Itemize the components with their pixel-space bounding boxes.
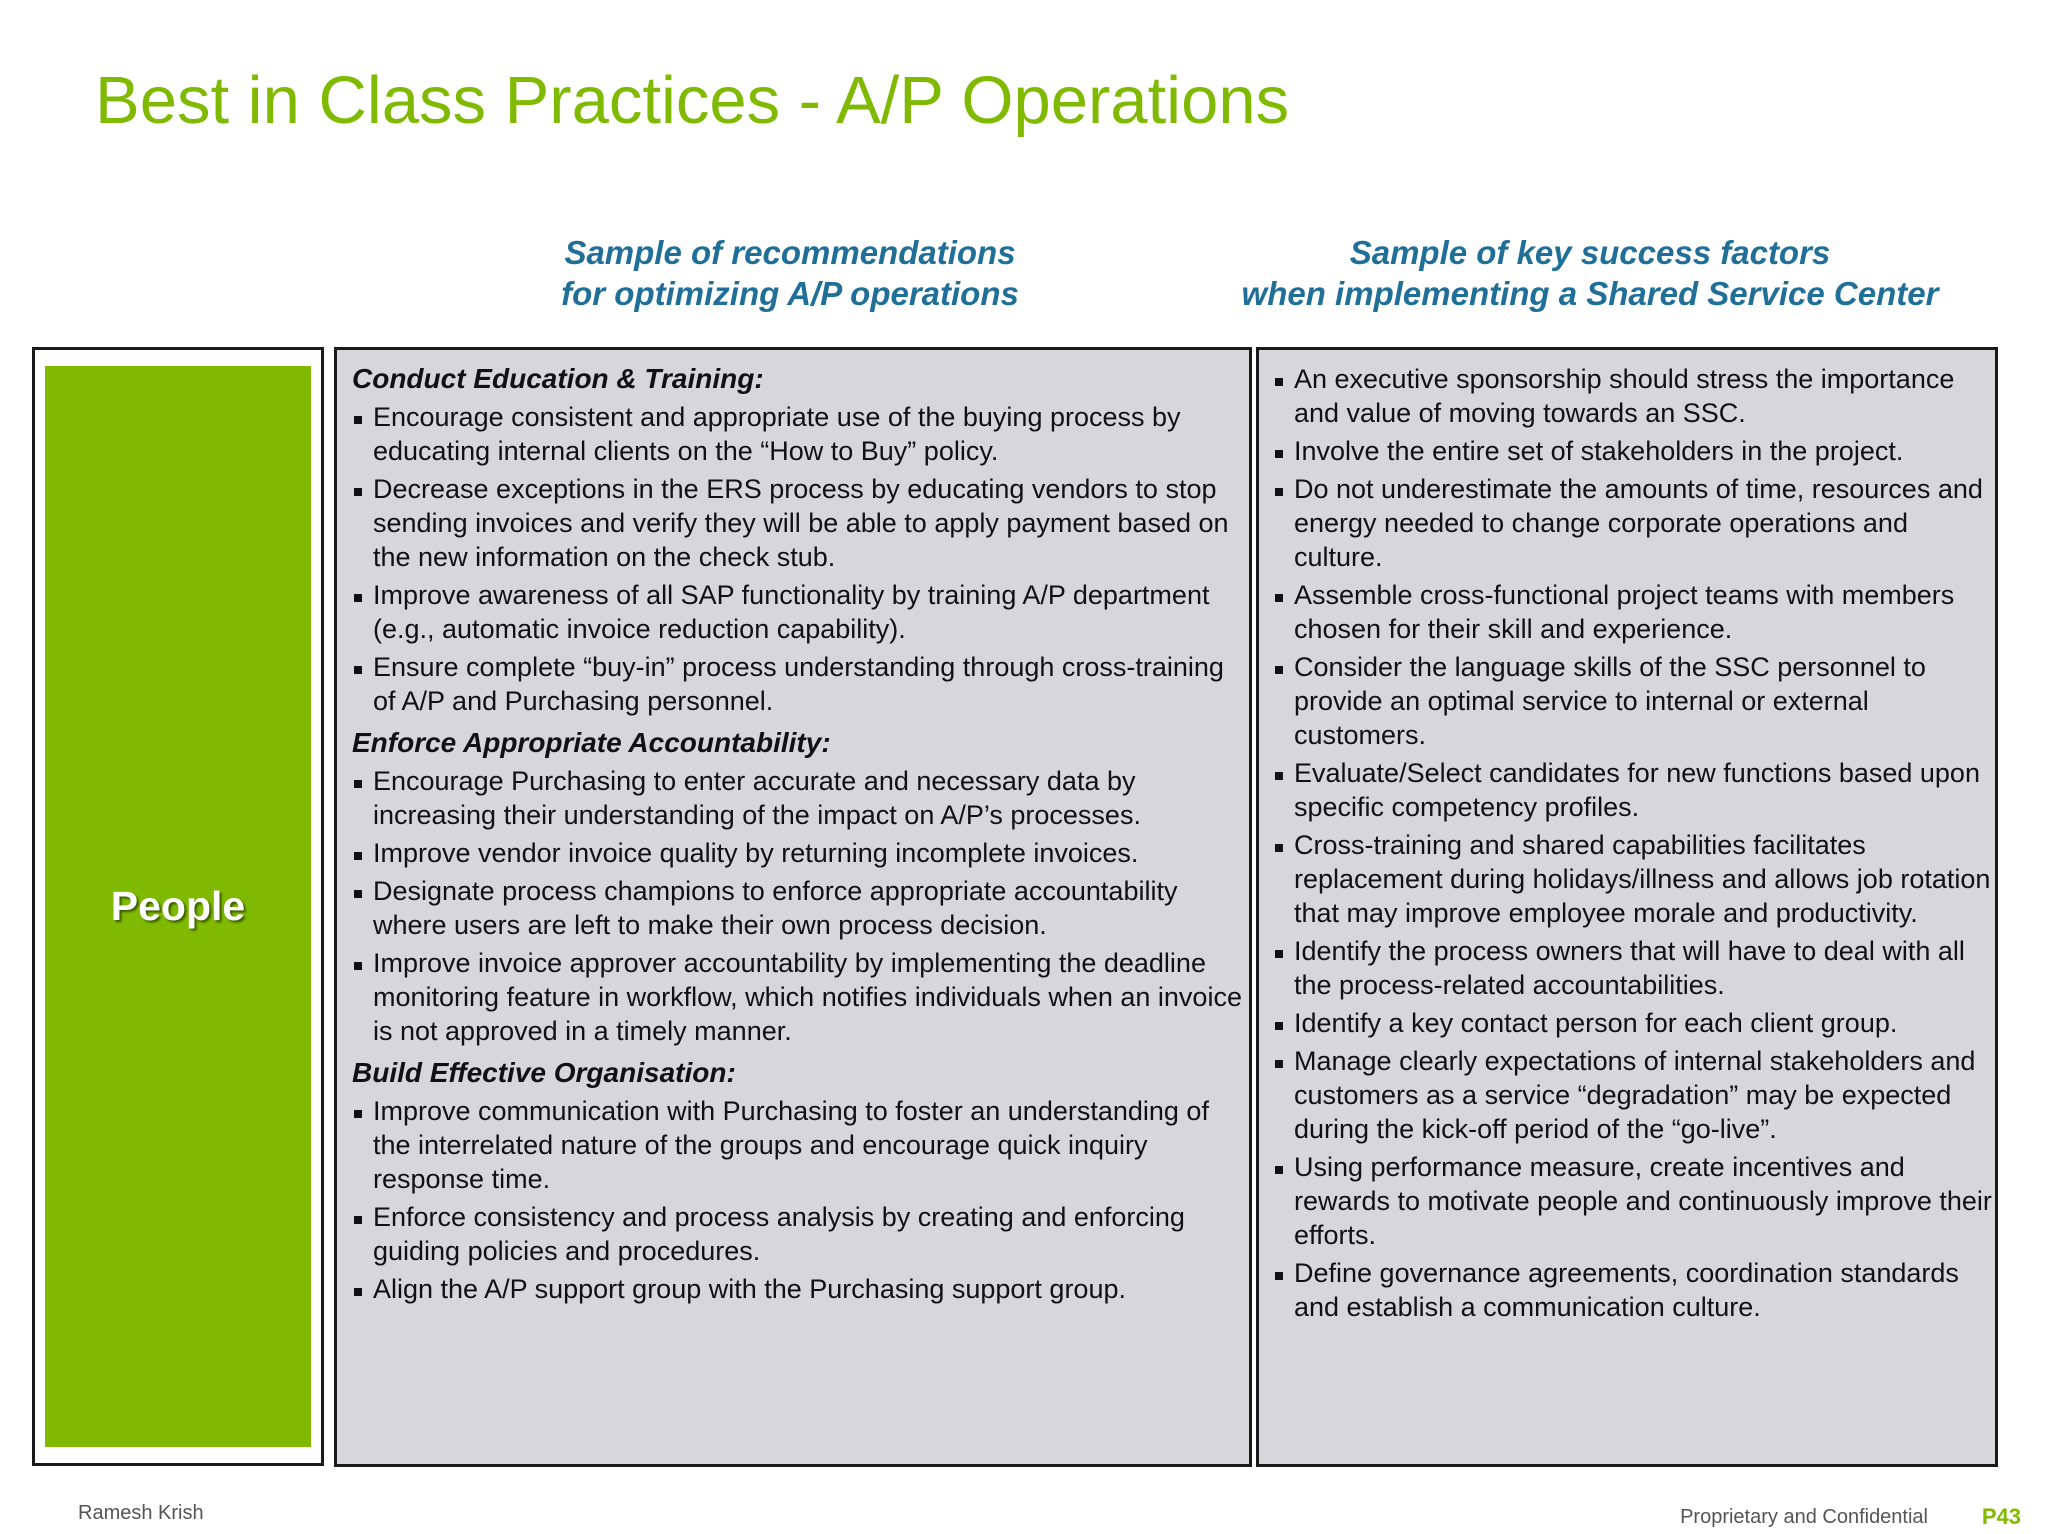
section-title: Conduct Education & Training: — [352, 363, 764, 394]
bullet-item: Identify a key contact person for each client group. — [1273, 1006, 1994, 1040]
recommendations-heading-line-2: for optimizing A/P operations — [561, 275, 1019, 312]
bullet-item: Evaluate/Select candidates for new functions based upon specific competency profiles. — [1273, 756, 1994, 824]
success-factors-heading-line-1: Sample of key success factors — [1349, 234, 1831, 271]
bullet-item: Cross-training and shared capabilities facilitates replacement during holidays/illness and allows job rotation that may improve employee morale and productivity. — [1273, 828, 1994, 930]
row-label: People — [110, 883, 246, 929]
section-organisation — [352, 1056, 1249, 1306]
bullet-item: Improve vendor invoice quality by returning incomplete invoices. — [352, 836, 1243, 870]
bullet-item: Decrease exceptions in the ERS process by educating vendors to stop sending invoices and verify they will be able to apply payment based on the new information on the check stub. — [352, 472, 1243, 574]
section-title: Build Effective Organisation: — [352, 1057, 736, 1088]
bullet-list — [352, 1094, 1249, 1306]
recommendations-heading — [440, 232, 1140, 314]
bullet-item: An executive sponsorship should stress the importance and value of moving towards an SSC. — [1273, 362, 1994, 430]
bullet-list — [1273, 362, 1995, 1324]
row-label-frame — [32, 347, 324, 1466]
bullet-item: Improve communication with Purchasing to foster an understanding of the interrelated nature of the groups and encourage quick inquiry response time. — [352, 1094, 1243, 1196]
bullet-item: Enforce consistency and process analysis by creating and enforcing guiding policies and procedures. — [352, 1200, 1243, 1268]
bullet-item: Assemble cross-functional project teams with members chosen for their skill and experience. — [1273, 578, 1994, 646]
bullet-item: Align the A/P support group with the Purchasing support group. — [352, 1272, 1243, 1306]
success-factors-panel — [1256, 347, 1998, 1467]
page-number: P43 — [1981, 1504, 2021, 1529]
footer-author: Ramesh Krish — [78, 1502, 204, 1524]
section-title: Enforce Appropriate Accountability: — [352, 727, 831, 758]
page-title: Best in Class Practices - A/P Operations — [95, 63, 1290, 138]
row-label-block — [45, 366, 311, 1447]
success-factors-heading — [1200, 232, 1980, 314]
footer-confidential: Proprietary and Confidential — [1680, 1506, 1928, 1528]
bullet-item: Manage clearly expectations of internal stakeholders and customers as a service “degradation” may be expected during the kick-off period of the “go-live”. — [1273, 1044, 1994, 1146]
section-accountability — [352, 726, 1249, 1048]
recommendations-panel — [334, 347, 1252, 1467]
section-education — [352, 362, 1249, 718]
bullet-item: Define governance agreements, coordination standards and establish a communication culture. — [1273, 1256, 1994, 1324]
bullet-item: Encourage Purchasing to enter accurate and necessary data by increasing their understanding of the impact on A/P’s processes. — [352, 764, 1243, 832]
success-factors-heading-line-2: when implementing a Shared Service Center — [1241, 275, 1939, 312]
bullet-item: Ensure complete “buy-in” process understanding through cross-training of A/P and Purchasing personnel. — [352, 650, 1243, 718]
recommendations-heading-line-1: Sample of recommendations — [564, 234, 1016, 271]
bullet-item: Using performance measure, create incentives and rewards to motivate people and continuously improve their efforts. — [1273, 1150, 1994, 1252]
bullet-item: Identify the process owners that will have to deal with all the process-related accountabilities. — [1273, 934, 1994, 1002]
bullet-item: Involve the entire set of stakeholders in the project. — [1273, 434, 1994, 468]
bullet-list — [352, 400, 1249, 718]
bullet-item: Do not underestimate the amounts of time, resources and energy needed to change corporate operations and culture. — [1273, 472, 1994, 574]
bullet-item: Designate process champions to enforce appropriate accountability where users are left to make their own process decision. — [352, 874, 1243, 942]
bullet-item: Improve awareness of all SAP functionality by training A/P department (e.g., automatic invoice reduction capability). — [352, 578, 1243, 646]
bullet-list — [352, 764, 1249, 1048]
bullet-item: Improve invoice approver accountability by implementing the deadline monitoring feature in workflow, which notifies individuals when an invoice is not approved in a timely manner. — [352, 946, 1243, 1048]
bullet-item: Consider the language skills of the SSC personnel to provide an optimal service to internal or external customers. — [1273, 650, 1994, 752]
bullet-item: Encourage consistent and appropriate use of the buying process by educating internal clients on the “How to Buy” policy. — [352, 400, 1243, 468]
